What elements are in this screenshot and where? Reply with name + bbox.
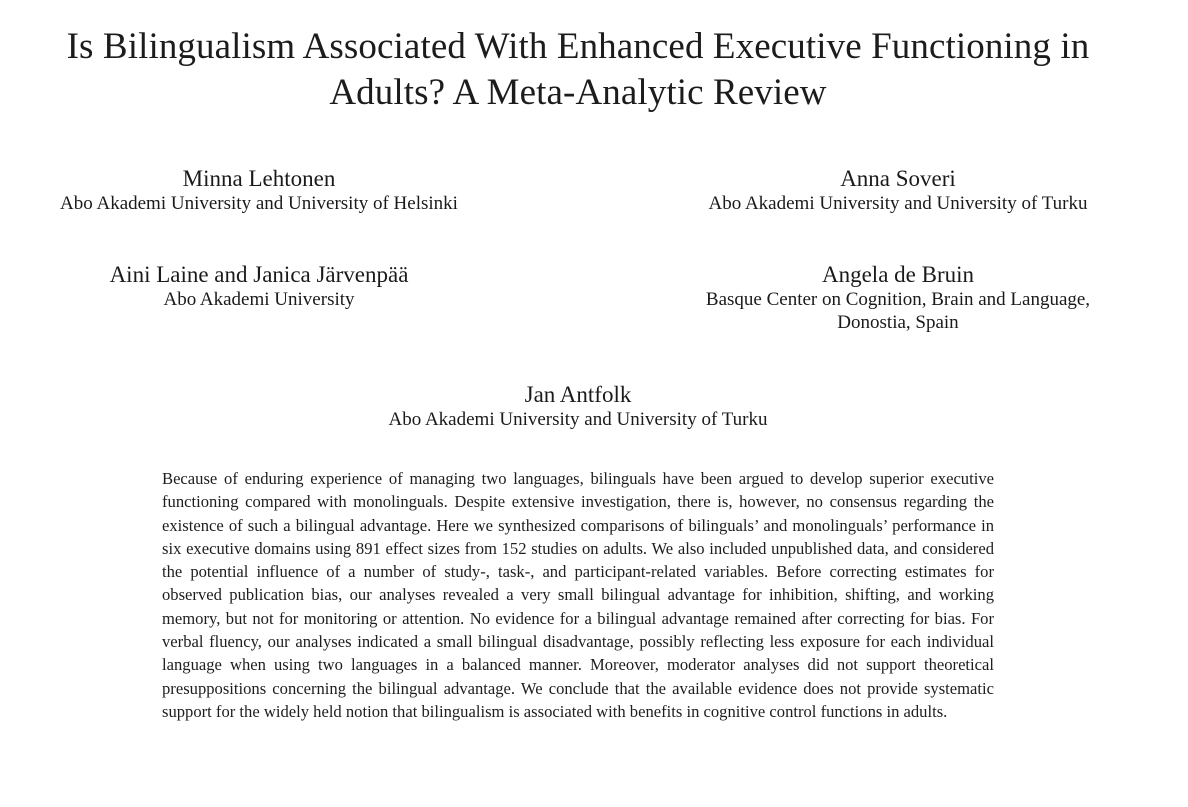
author-affiliation: Abo Akademi University and University of Turku [388, 409, 768, 430]
author-name: Minna Lehtonen [182, 166, 336, 191]
paper-title [0, 24, 1156, 116]
author-name: Angela de Bruin [821, 262, 974, 287]
author-affiliation: Abo Akademi University and University of Helsinki [60, 193, 458, 214]
author-affiliation: Abo Akademi University [163, 289, 355, 310]
author-affiliation: Abo Akademi University and University of Turku [708, 193, 1088, 214]
abstract-text: Because of enduring experience of managing two languages, bilinguals have been argued to develop superior executive functioning compared with monolinguals. Despite extensive investigation, there is, however, no consensus regarding the existence of such a bilingual advantage. Here we synthesized comparisons of bilinguals’ and monolinguals’ performance in six executive domains using 891 effect sizes from 152 studies on adults. We also included unpublished data, and considered the potential influence of a number of study-, task-, and participant-related variables. Before correcting estimates for observed publication bias, our analyses revealed a very small bilingual advantage for inhibition, shifting, and working memory, but not for monitoring or attention. No evidence for a bilingual advantage remained after correcting for bias. For verbal fluency, our analyses indicated a small bilingual disadvantage, possibly reflecting less exposure for each individual language when using two languages in a balanced manner. Moreover, moderator analyses did not support theoretical presuppositions concerning the bilingual advantage. We conclude that the available evidence does not provide systematic support for the widely held notion that bilingualism is associated with benefits in cognitive control functions in adults. [162, 469, 994, 721]
author-affiliation-line-2: Donostia, Spain [837, 312, 959, 333]
paper-title-line-1: Is Bilingualism Associated With Enhanced Executive Functioning in [66, 26, 1090, 67]
author-block-antfolk [0, 382, 1156, 431]
author-affiliation: Basque Center on Cognition, Brain and Language, [705, 289, 1091, 310]
author-name: Anna Soveri [840, 166, 956, 191]
author-name: Aini Laine and Janica Järvenpää [109, 262, 409, 287]
author-block-de-bruin [640, 262, 1156, 334]
author-block-soveri [640, 166, 1156, 215]
paper-title-line-2: Adults? A Meta-Analytic Review [329, 72, 827, 113]
author-block-lehtonen [0, 166, 518, 215]
author-name: Jan Antfolk [524, 382, 632, 407]
author-block-laine-jarvenpaa [0, 262, 518, 311]
